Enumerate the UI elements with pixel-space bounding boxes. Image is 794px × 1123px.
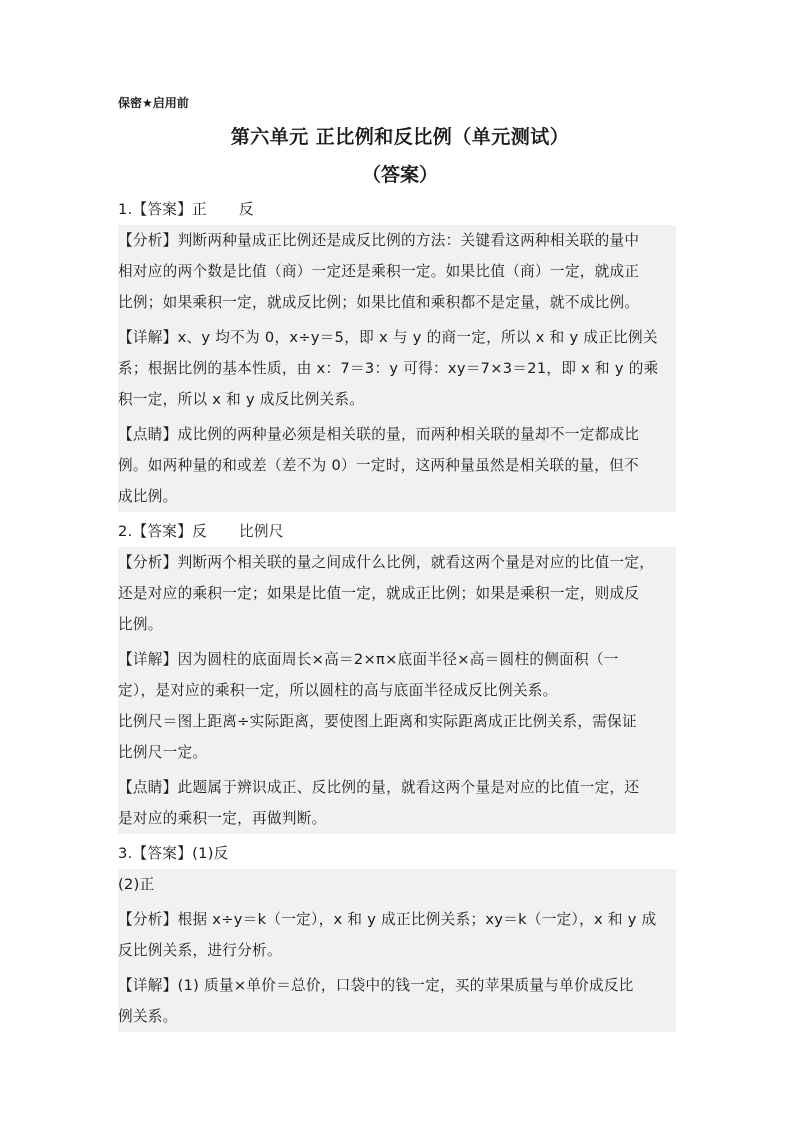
q1-detail-line: 积一定，所以 x 和 y 成反比例关系。	[118, 391, 365, 408]
q1-comment-line: 【点睛】成比例的两种量必须是相关联的量，而两种相关联的量却不一定都成比	[118, 426, 640, 443]
q3-answer: 3.【答案】(1)反	[118, 845, 229, 862]
answer-page	[118, 92, 676, 1032]
q2-detail-line: 比例尺一定。	[118, 744, 208, 761]
q2-analysis-line: 比例。	[118, 616, 163, 633]
page-subtitle: （答案）	[361, 164, 438, 186]
q1-analysis-line: 比例；如果乘积一定，就成反比例；如果比值和乘积都不是定量，就不成比例。	[118, 294, 640, 311]
q2-comment-line: 【点睛】此题属于辨识成正、反比例的量，就看这两个量是对应的比值一定，还	[118, 779, 640, 796]
q2-answer-b: 比例尺	[239, 523, 284, 540]
confidential-label: 保密★启用前	[118, 96, 189, 110]
q1-explanation	[118, 225, 676, 512]
q2-detail-line: 比例尺＝图上距离÷实际距离，要使图上距离和实际距离成正比例关系，需保证	[118, 713, 637, 730]
q2-answer: 2.【答案】反 比例尺	[118, 523, 284, 540]
q2-explanation	[118, 547, 676, 834]
q1-analysis-line: 相对应的两个数是比值（商）一定还是乘积一定。如果比值（商）一定，就成正	[118, 263, 640, 280]
q3-detail-line: 【详解】(1) 质量×单价＝总价，口袋中的钱一定，买的苹果质量与单价成反比	[118, 977, 634, 994]
q2-answer-a: 反	[192, 523, 208, 540]
q1-detail-line: 系；根据比例的基本性质，由 x：7＝3：y 可得：xy＝7×3＝21，即 x 和 y 的乘	[118, 360, 659, 377]
q1-answer-a: 正	[192, 201, 208, 218]
q3-answer-a: (1)反	[192, 845, 229, 862]
q1-comment-line: 成比例。	[118, 488, 178, 505]
q3-explanation	[118, 869, 676, 1032]
q1-analysis-line: 【分析】判断两种量成正比例还是成反比例的方法：关键看这两种相关联的量中	[118, 232, 640, 249]
q3-analysis-line: 【分析】根据 x÷y＝k（一定），x 和 y 成正比例关系；xy＝k（一定），x 和 y 成	[118, 911, 657, 928]
q2-comment-line: 是对应的乘积一定，再做判断。	[118, 810, 327, 827]
q2-analysis-line: 【分析】判断两个相关联的量之间成什么比例，就看这两个量是对应的比值一定，	[118, 554, 655, 571]
q2-detail-line: 【详解】因为圆柱的底面周长×高＝2×π×底面半径×高＝圆柱的侧面积（一	[118, 651, 619, 668]
q3-analysis-line: 反比例关系，进行分析。	[118, 942, 282, 959]
q3-detail-line: 例关系。	[118, 1008, 178, 1025]
q3-sub-answer: (2)正	[118, 876, 155, 893]
page-title: 第六单元 正比例和反比例（单元测试）	[230, 126, 570, 148]
q2-detail-line: 定），是对应的乘积一定，所以圆柱的高与底面半径成反比例关系。	[118, 682, 558, 699]
q2-analysis-line: 还是对应的乘积一定；如果是比值一定，就成正比例；如果是乘积一定，则成反	[118, 585, 640, 602]
q1-detail-line: 【详解】x、y 均不为 0，x÷y＝5，即 x 与 y 的商一定，所以 x 和 y 成正比例关	[118, 329, 658, 346]
q1-answer-b: 反	[239, 201, 254, 218]
q1-answer: 1.【答案】正 反	[118, 201, 254, 218]
q1-comment-line: 例。如两种量的和或差（差不为 0）一定时，这两种量虽然是相关联的量，但不	[118, 457, 639, 474]
